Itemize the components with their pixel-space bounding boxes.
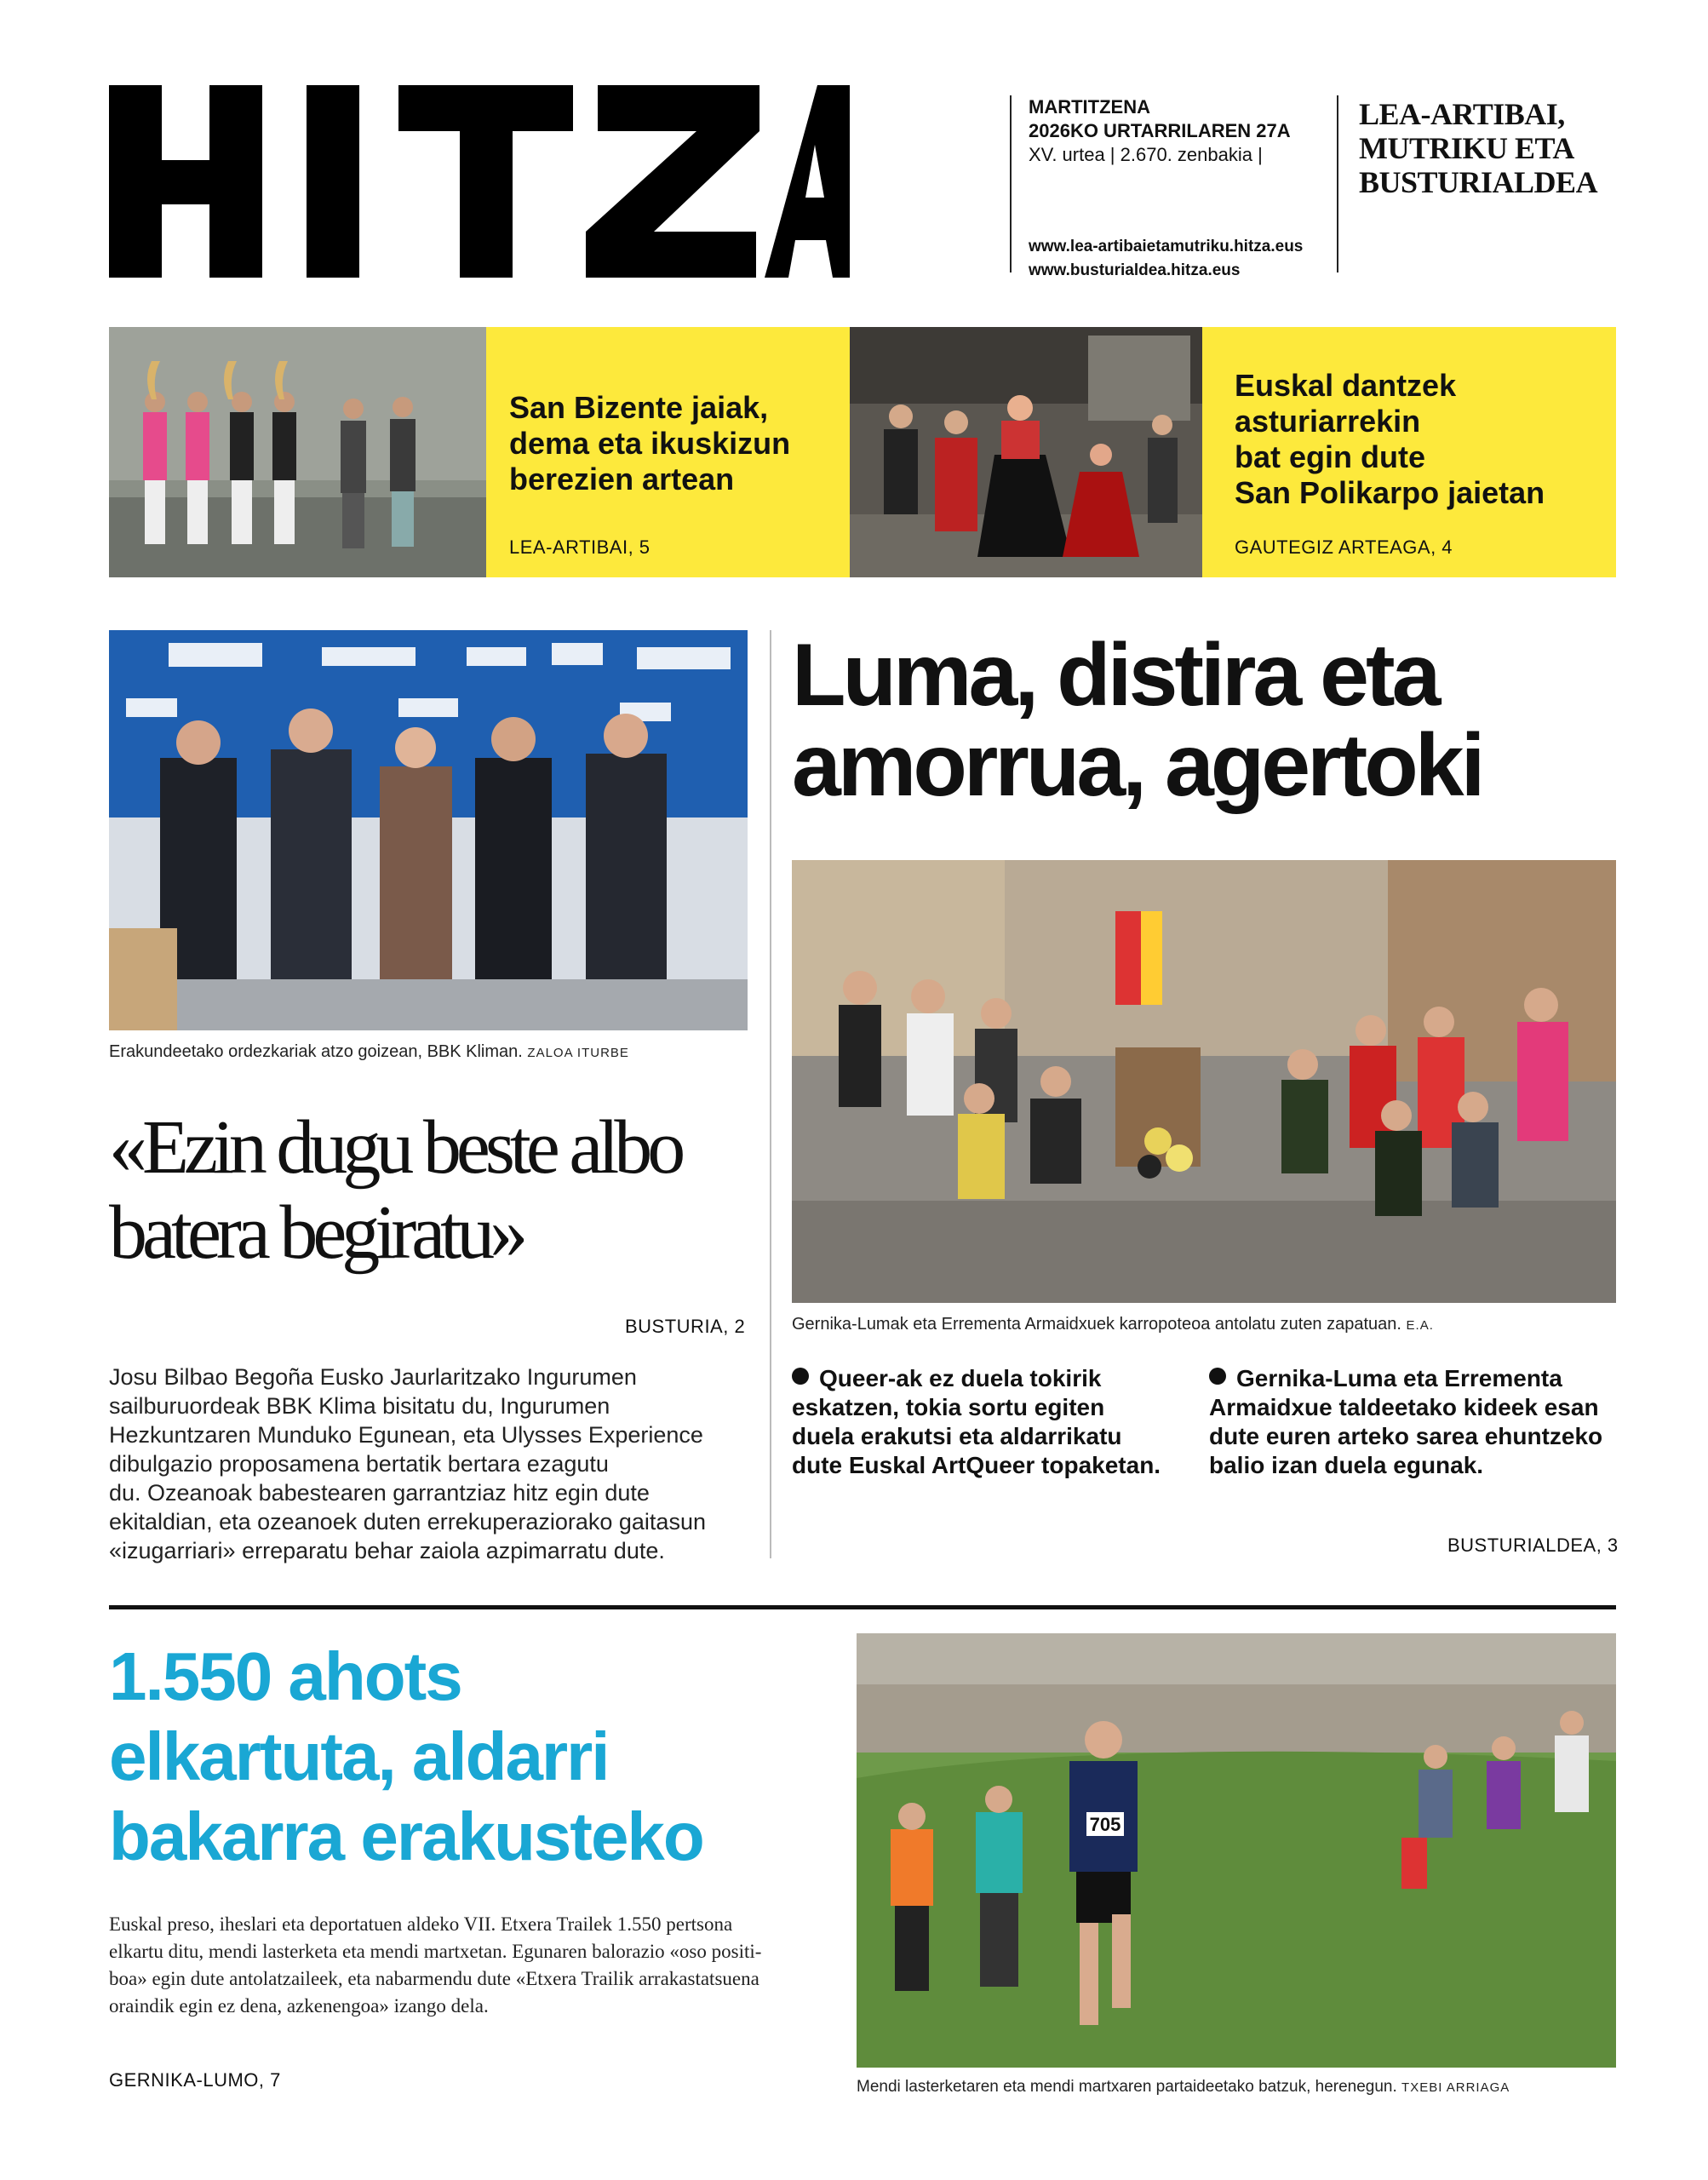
- bullet-icon: [1209, 1368, 1226, 1385]
- edition-region: LEA-ARTIBAI, MUTRIKU ETA BUSTURIALDEA: [1359, 97, 1598, 199]
- photo-credit: TXEBI ARRIAGA: [1401, 2080, 1510, 2095]
- teaser-2-kicker: GAUTEGIZ ARTEAGA, 4: [1235, 536, 1453, 558]
- website-links: [1029, 235, 1303, 283]
- teaser-1-title[interactable]: San Bizente jaiak, dema eta ikuskizun berezien artean: [509, 390, 791, 496]
- main-story-bullet-2: Gernika-Luma eta Errementa Armaidxue taldeetako kideek esan dute euren arteko sarea ehuntzeko balio izan duela egunak.: [1209, 1365, 1603, 1478]
- photo-credit: ZALOA ITURBE: [527, 1046, 629, 1060]
- bottom-story-kicker: GERNIKA-LUMO, 7: [109, 2069, 281, 2091]
- bottom-story-caption: Mendi lasterketaren eta mendi martxaren partaideetako batzuk, herenegun. TXEBI ARRIAGA: [857, 2078, 1510, 2096]
- left-story-body: Josu Bilbao Begoña Eusko Jaurlaritzako Ingurumen sailburuordeak BBK Klima bisitatu du, Ingurumen Hezkuntzaren Munduko Egunean, eta Ulysses Experience dibulgazio proposamena bertatik bertara ezagutu du. Ozeanoak babestearen garrantziaz hitz egin dute ekitaldian, eta ozeanoek duten errekuperaziorako gaitasun «izugarriari» erreparatu behar zaiola azpimarratu dute.: [109, 1364, 706, 1563]
- teaser-2-title[interactable]: Euskal dantzek asturiarrekin bat egin dute San Polikarpo jaietan: [1235, 368, 1545, 510]
- main-story-kicker: BUSTURIALDEA, 3: [1447, 1535, 1619, 1556]
- issue-number: XV. urtea | 2.670. zenbakia |: [1029, 144, 1263, 165]
- bottom-story-photo[interactable]: [857, 1633, 1616, 2068]
- main-story-bullet-1: Queer-ak ez duela tokirik eskatzen, tokia sortu egiten duela erakutsi eta aldarrikatu dute Euskal ArtQueer topaketan.: [792, 1365, 1161, 1478]
- left-story-kicker: BUSTURIA, 2: [625, 1316, 746, 1337]
- section-divider: [109, 1605, 1616, 1609]
- date-block: [1029, 95, 1291, 167]
- main-story-photo[interactable]: [792, 860, 1616, 1303]
- photo-credit: E.A.: [1406, 1318, 1434, 1333]
- main-story-headline[interactable]: Luma, distira eta amorrua, agertoki: [792, 626, 1482, 815]
- hitza-logo: [109, 85, 850, 290]
- bullet-icon: [792, 1368, 809, 1385]
- teaser-photo-dancers[interactable]: [850, 327, 1202, 577]
- teaser-photo-pelota[interactable]: [109, 327, 486, 577]
- left-story-photo[interactable]: [109, 630, 748, 1030]
- bib-number: 705: [1089, 1814, 1121, 1835]
- left-story-caption: Erakundeetako ordezkariak atzo goizean, BBK Kliman. ZALOA ITURBE: [109, 1042, 629, 1061]
- date: 2026KO URTARRILAREN 27A: [1029, 120, 1291, 141]
- teaser-1-kicker: LEA-ARTIBAI, 5: [509, 536, 651, 558]
- weekday: MARTITZENA: [1029, 96, 1150, 118]
- teaser-2[interactable]: [1235, 368, 1609, 511]
- bottom-story-headline[interactable]: 1.550 ahots elkartuta, aldarri bakarra erakusteko: [109, 1638, 703, 1874]
- bottom-story-body: Euskal preso, iheslari eta deportatuen aldeko VII. Etxera Trailek 1.550 pertsona elkartu ditu, mendi lasterketa eta mendi martxetan. Egunaren balorazio «oso positi- boa» egin dute antolatzaileek, eta nabarmendu dute «Etxera Trailik arrakastatsuena oraindik egin ez dena, azkenengoa» izango dela.: [109, 1913, 762, 2016]
- url-busturialdea[interactable]: www.busturialdea.hitza.eus: [1029, 261, 1241, 279]
- url-lea-artibai[interactable]: www.lea-artibaietamutriku.hitza.eus: [1029, 238, 1304, 255]
- teaser-1[interactable]: [509, 390, 841, 497]
- left-story-headline[interactable]: «Ezin dugu beste albo batera begiratu»: [109, 1105, 681, 1275]
- main-story-caption: Gernika-Lumak eta Errementa Armaidxuek karropoteoa antolatu zuten zapatuan. E.A.: [792, 1315, 1434, 1334]
